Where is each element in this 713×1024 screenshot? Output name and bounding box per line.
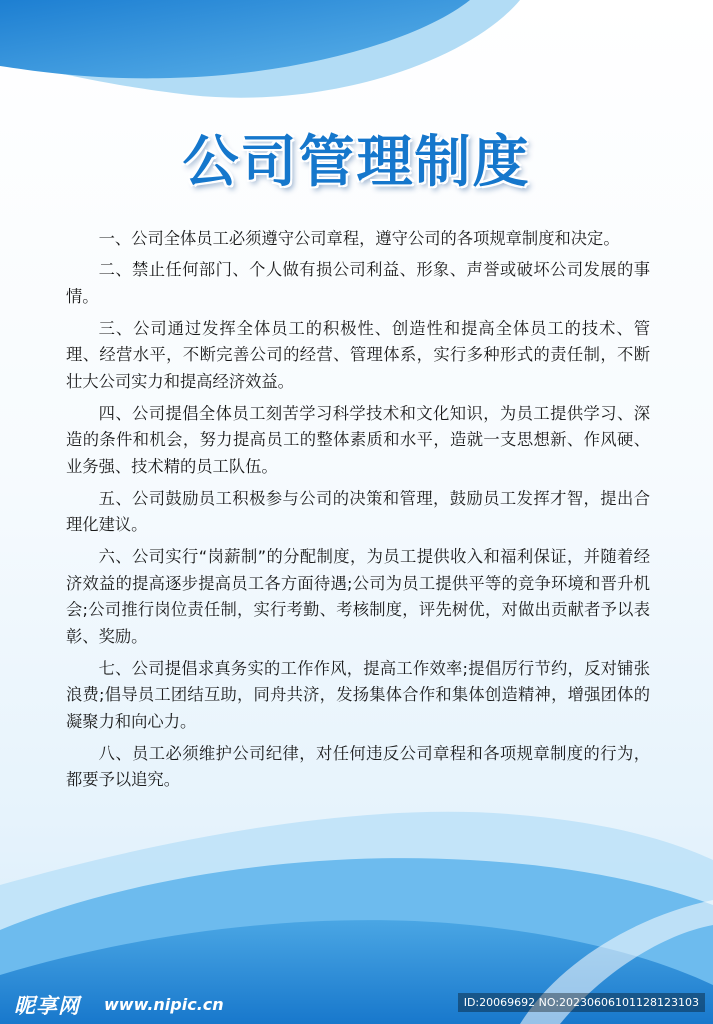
regulation-list	[66, 226, 650, 799]
page-title: 公司管理制度	[182, 130, 531, 195]
watermark-id: ID:20069692 NO:20230606101128123103	[458, 993, 705, 1012]
regulation-item: 四、公司提倡全体员工刻苦学习科学技术和文化知识，为员工提供学习、深造的条件和机会，努力提高员工的整体素质和水平，造就一支思想新、作风硬、业务强、技术精的员工队伍。	[66, 403, 650, 477]
regulation-item: 六、公司实行“岗薪制”的分配制度，为员工提供收入和福利保证，并随着经济效益的提高逐步提高员工各方面待遇;公司为员工提供平等的竞争环境和晋升机会;公司推行岗位责任制，实行考勤、考核制度，评先树优，对做出贡献者予以表彰、奖励。	[66, 546, 650, 647]
regulation-item: 八、员工必须维护公司纪律，对任何违反公司章程和各项规章制度的行为，都要予以追究。	[66, 743, 650, 790]
regulation-item: 五、公司鼓励员工积极参与公司的决策和管理，鼓励员工发挥才智，提出合理化建议。	[66, 488, 650, 535]
regulation-item: 二、禁止任何部门、个人做有损公司利益、形象、声誉或破坏公司发展的事情。	[66, 260, 650, 307]
regulation-item: 三、公司通过发挥全体员工的积极性、创造性和提高全体员工的技术、管理、经营水平，不断完善公司的经营、管理体系，实行多种形式的责任制，不断壮大公司实力和提高经济效益。	[66, 318, 650, 392]
regulation-item: 一、公司全体员工必须遵守公司章程，遵守公司的各项规章制度和决定。	[98, 229, 620, 248]
watermark-url: www.nipic.cn	[104, 995, 224, 1014]
watermark-logo: 昵享网	[14, 994, 80, 1018]
regulation-item: 七、公司提倡求真务实的工作作风，提高工作效率;提倡厉行节约，反对铺张浪费;倡导员工团结互助，同舟共济，发扬集体合作和集体创造精神，增强团体的凝聚力和向心力。	[66, 658, 650, 732]
